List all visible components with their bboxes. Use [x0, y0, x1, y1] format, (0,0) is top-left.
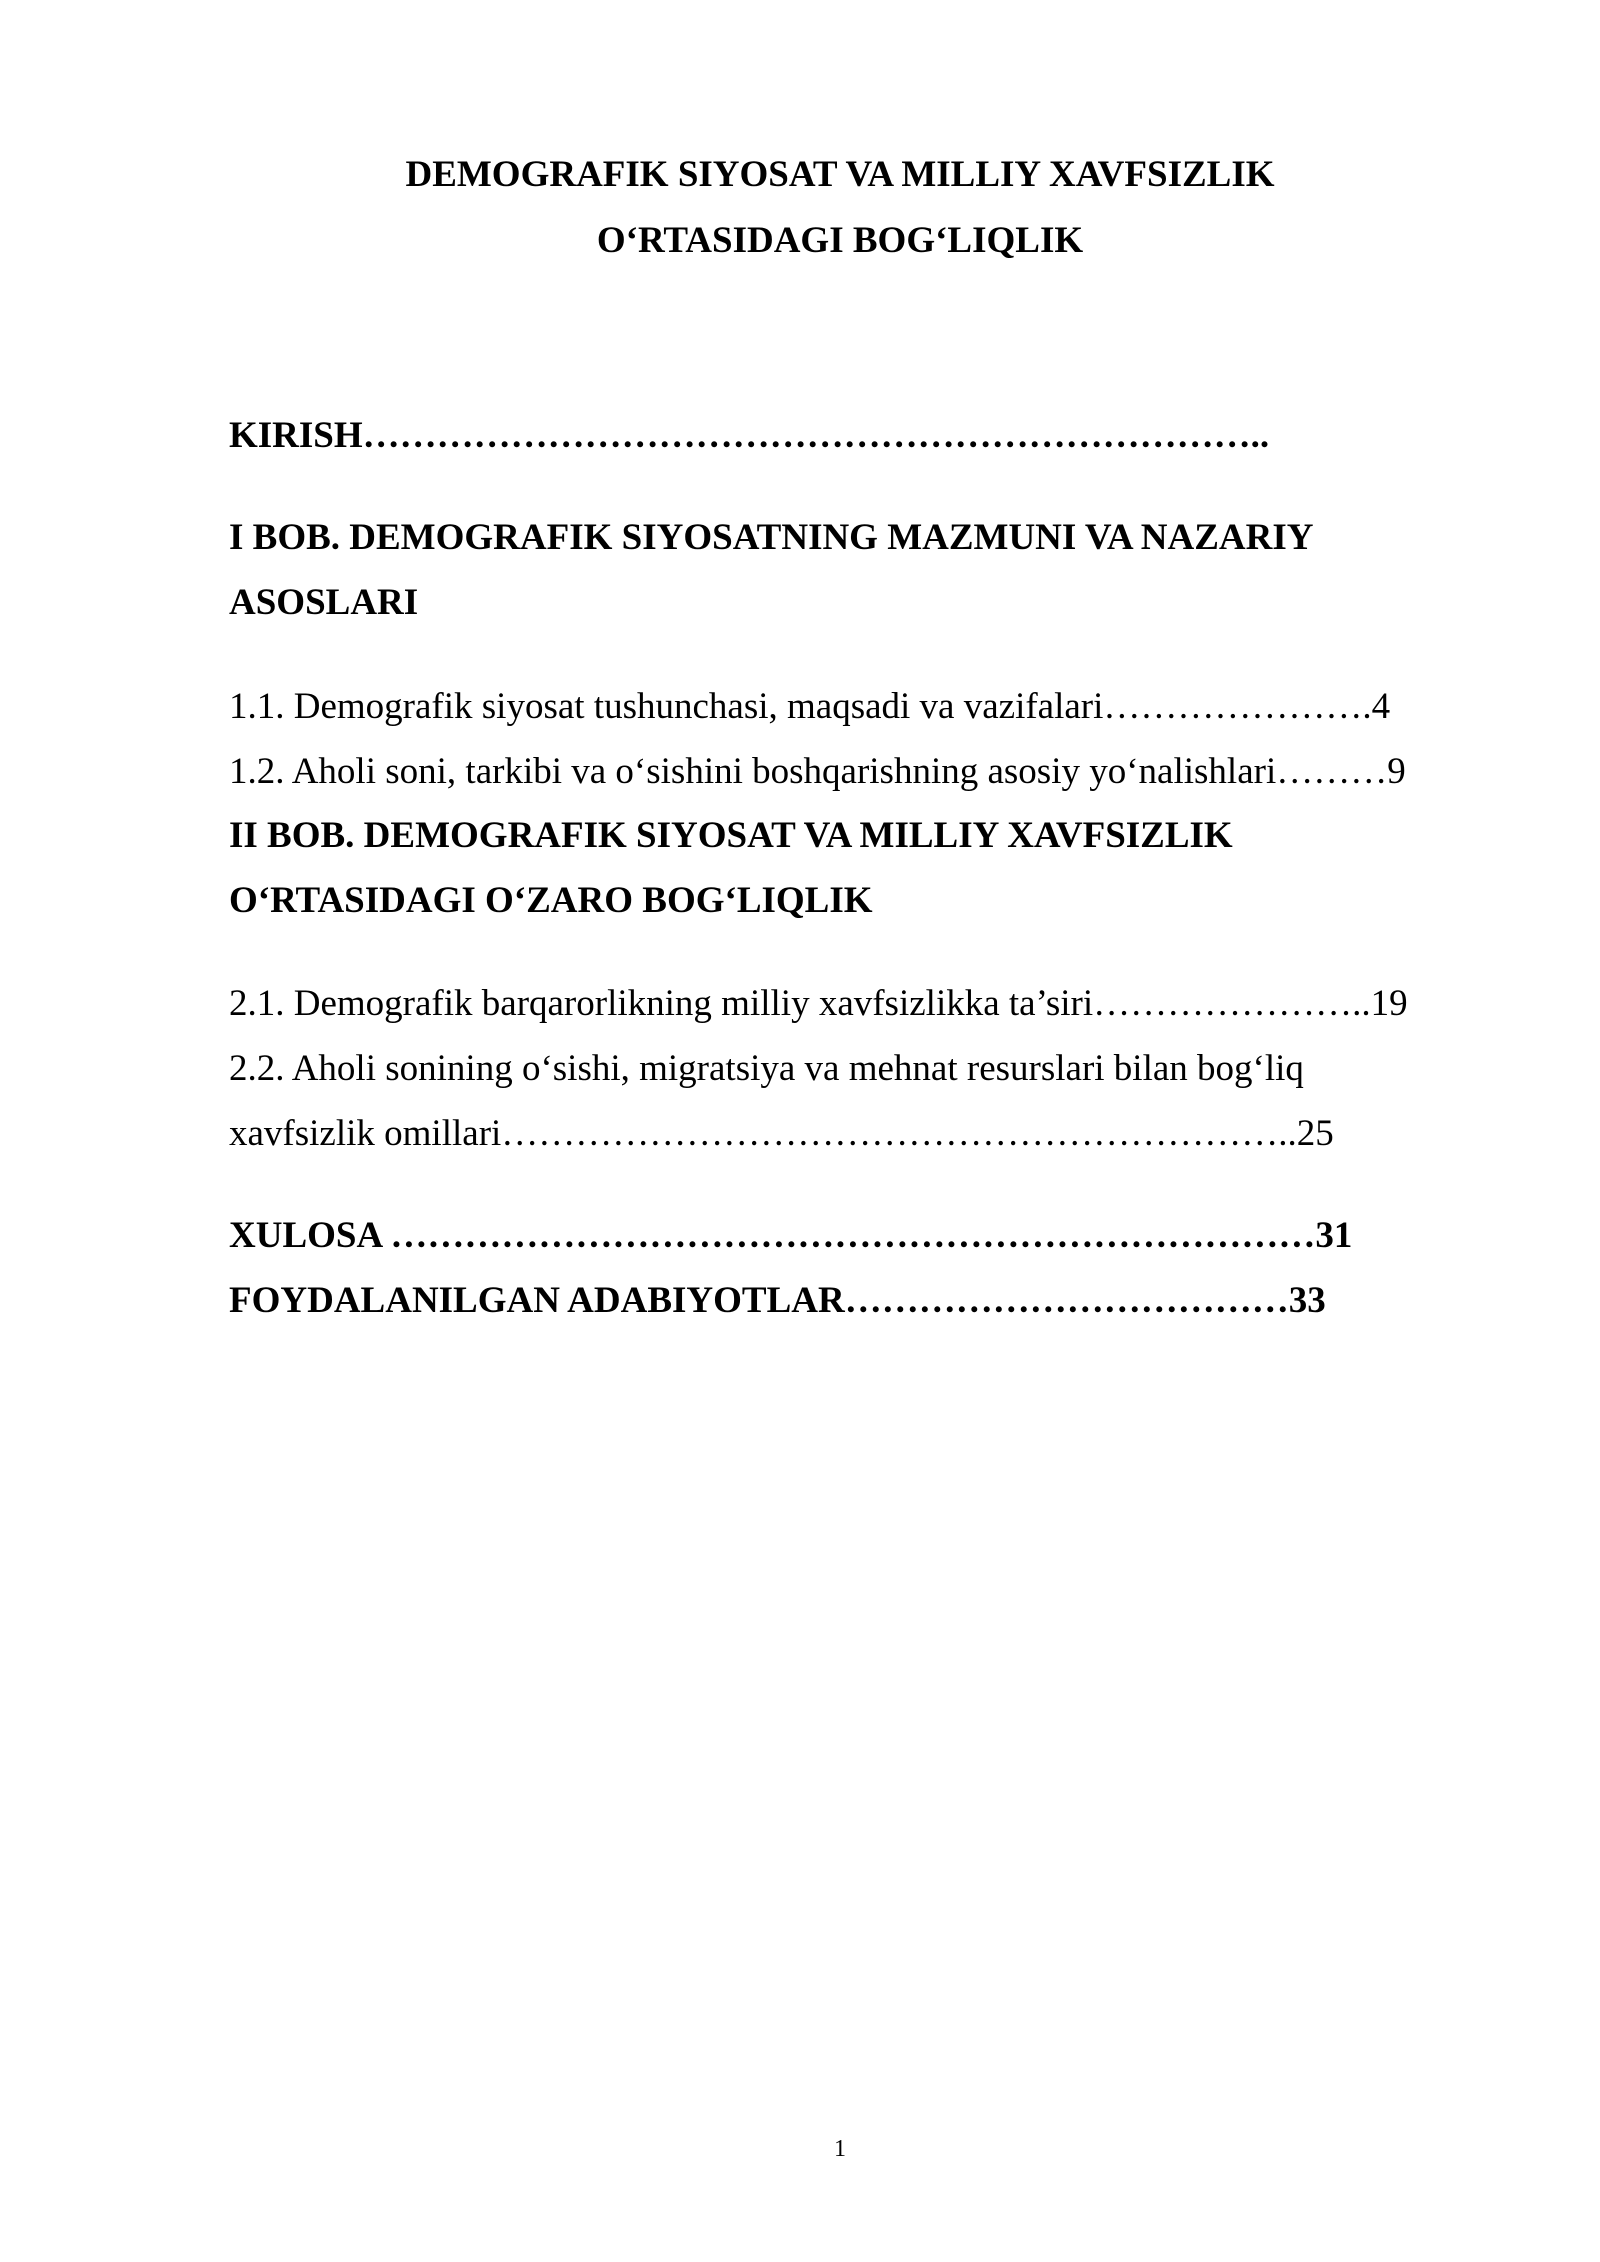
toc-chapter-2-title-continued: O‘RTASIDAGI O‘ZARO BOG‘LIQLIK: [229, 880, 873, 921]
toc-chapter-2-title: II BOB. DEMOGRAFIK SIYOSAT VA MILLIY XAVFSIZLIK: [229, 815, 1233, 856]
document-title-line-2: O‘RTASIDAGI BOG‘LIQLIK: [596, 220, 1084, 261]
page-number: 1: [834, 2136, 846, 2162]
document-title-line-1: DEMOGRAFIK SIYOSAT VA MILLIY XAVFSIZLIK: [405, 154, 1275, 195]
toc-entry-adabiyotlar: FOYDALANILGAN ADABIYOTLAR………………………………33: [229, 1280, 1326, 1321]
toc-chapter-1-title-continued: ASOSLARI: [229, 582, 419, 623]
toc-entry-2-2: 2.2. Aholi sonining o‘sishi, migratsiya va mehnat resurslari bilan bog‘liq: [229, 1048, 1304, 1089]
toc-entry-2-1: 2.1. Demografik barqarorlikning milliy xavfsizlikka ta’siri…………………..19: [229, 983, 1408, 1024]
toc-entry-1-2: 1.2. Aholi soni, tarkibi va o‘sishini boshqarishning asosiy yo‘nalishlari………9: [229, 751, 1406, 792]
toc-entry-xulosa: XULOSA …………………………………………………………………31: [229, 1215, 1353, 1256]
toc-chapter-1-title: I BOB. DEMOGRAFIK SIYOSATNING MAZMUNI VA NAZARIY: [229, 517, 1314, 558]
toc-entry-2-2-continued: xavfsizlik omillari………………………………………………………..25: [229, 1113, 1334, 1154]
toc-entry-1-1: 1.1. Demografik siyosat tushunchasi, maqsadi va vazifalari………………….4: [229, 686, 1391, 727]
toc-entry-kirish: KIRISH………………………………………………………………..: [229, 415, 1270, 456]
